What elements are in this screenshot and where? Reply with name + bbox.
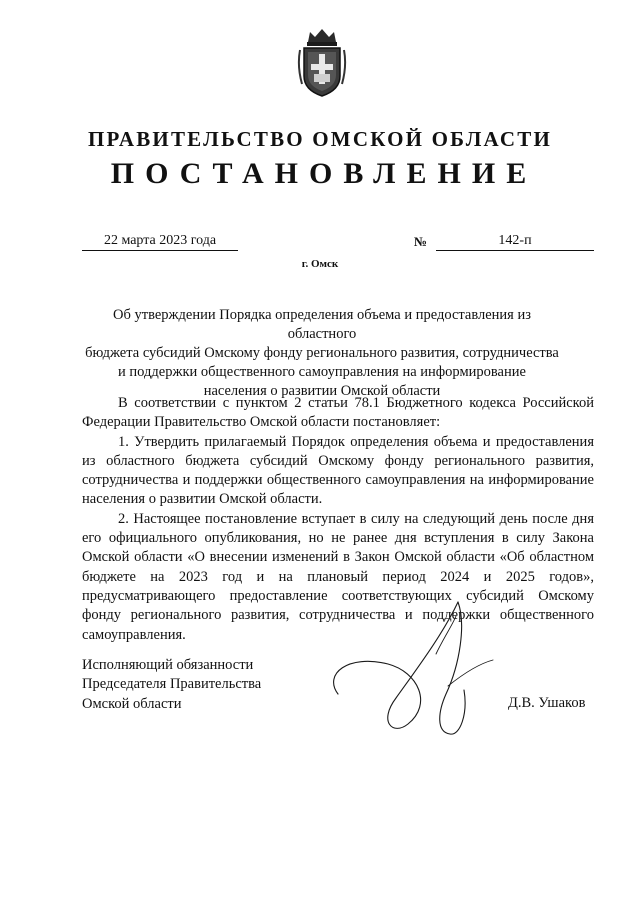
signer-position-line: Омской области: [82, 695, 182, 712]
subject-line: населения о развитии Омской области: [203, 383, 441, 399]
signer-position: [82, 656, 261, 714]
omsk-coat-of-arms-icon: [296, 26, 348, 98]
document-type-title: ПОСТАНОВЛЕНИЕ: [110, 157, 538, 190]
document-city: г. Омск: [301, 258, 339, 270]
document-subject: [78, 306, 566, 401]
subject-line: бюджета субсидий Омскому фонду регионального развития, сотрудничества: [85, 345, 559, 361]
document-number: 142-п: [436, 232, 594, 251]
subject-line: Об утверждении Порядка определения объема и предоставления из областного: [113, 307, 531, 342]
signer-position-line: Председателя Правительства: [82, 676, 262, 693]
document-date: 22 марта 2023 года: [82, 232, 238, 251]
body-item-1-paragraph: 1. Утвердить прилагаемый Порядок определения объема и предоставления из областного бюджета субсидий Омскому фонду регионального развития, сотрудничества и поддержки общественного самоуправления на информирование населения о развитии Омской области.: [82, 433, 594, 508]
signer-name: Д.В. Ушаков: [508, 695, 586, 711]
body-item-2-paragraph: 2. Настоящее постановление вступает в силу на следующий день после дня его официального опубликования, но не ранее дня вступления в силу Закона Омской области «О внесении изменений в Закон Омской области «Об областном бюджете на 2023 год и на плановый период 2024 и 2025 годов», предусматривающего предоставление соответствующих субсидий Омскому фонду регионального развития, сотрудничества и поддержки общественного самоуправления.: [82, 510, 594, 643]
handwritten-signature-icon: [318, 594, 518, 744]
subject-line: и поддержки общественного самоуправления на информирование: [118, 364, 526, 380]
body-intro-paragraph: В соответствии с пунктом 2 статьи 78.1 Бюджетного кодекса Российской Федерации Правительство Омской области постановляет:: [82, 395, 594, 431]
number-sign: №: [414, 234, 428, 249]
signer-position-line: Исполняющий обязанности: [82, 657, 254, 673]
government-title: ПРАВИТЕЛЬСТВО ОМСКОЙ ОБЛАСТИ: [87, 127, 552, 151]
